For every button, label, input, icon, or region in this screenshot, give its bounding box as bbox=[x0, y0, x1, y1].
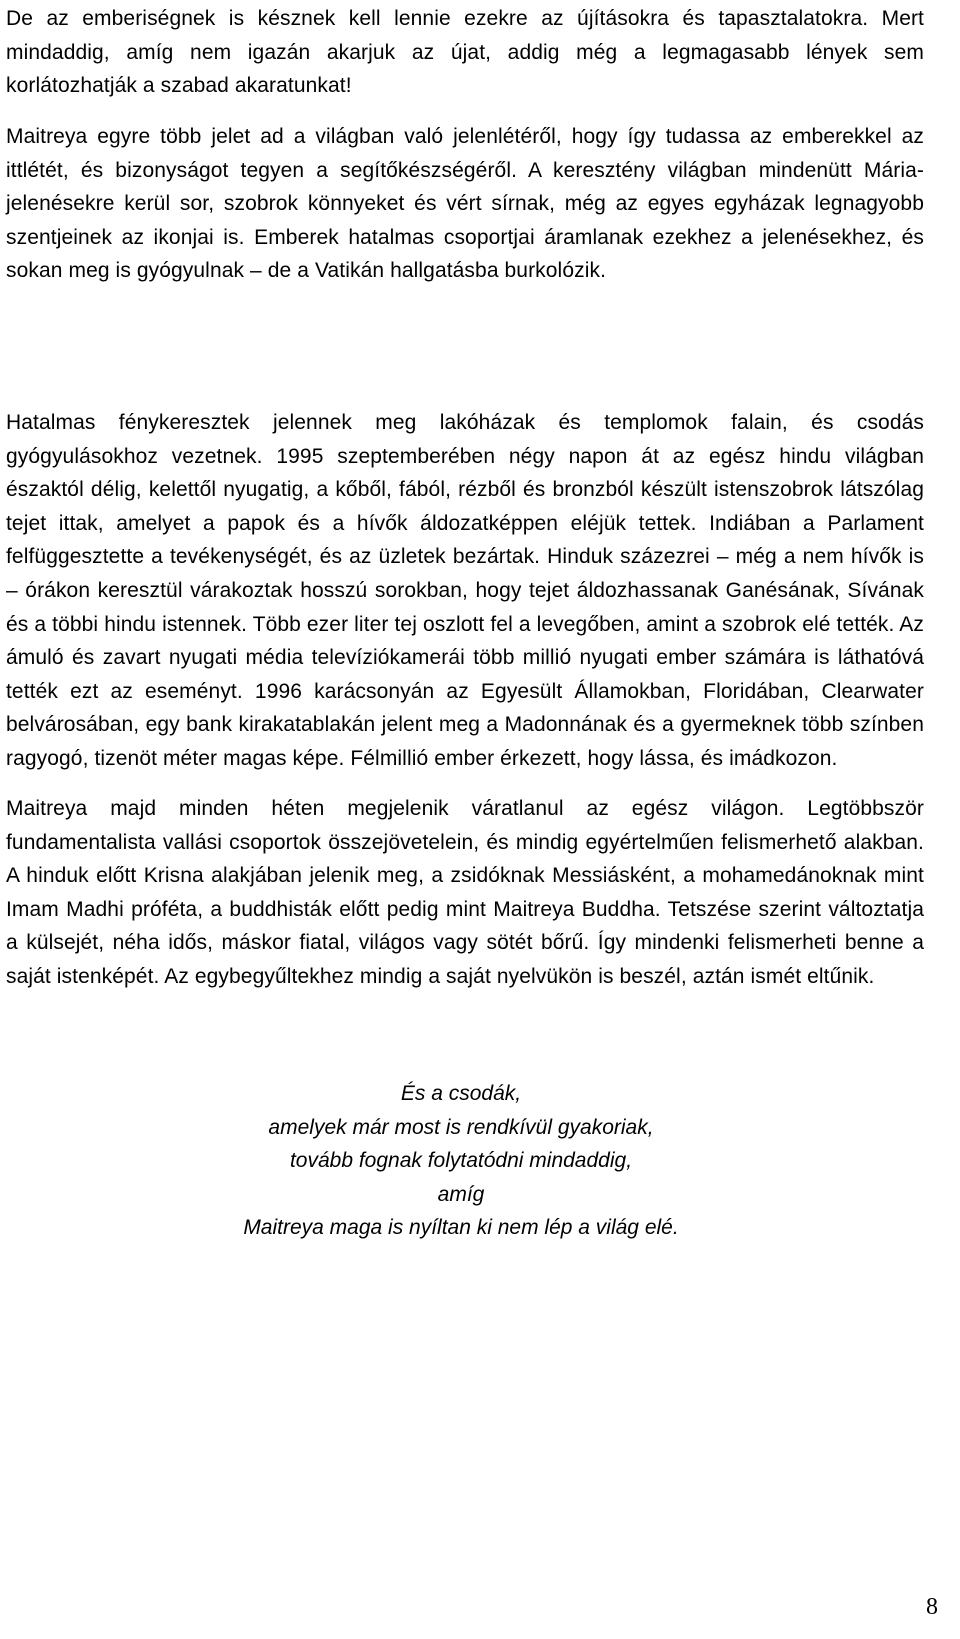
paragraph-3: Hatalmas fénykeresztek jelennek meg lakóházak és templomok falain, és csodás gyógyulásokhoz vezetnek. 1995 szeptemberében négy napon át az egész hindu világban északtól délig, kelettől nyugatig, a kőből, fából, rézből és bronzból készült istenszobrok látszólag tejet ittak, amelyet a papok és a hívők áldozatképpen eléjük tettek. Indiában a Parlament felfüggesztette a tevékenységét, és az üzletek bezártak. Hinduk százezrei – még a nem hívők is – órákon keresztül várakoztak hosszú sorokban, hogy tejet áldozhassanak Ganésának, Sívának és a többi hindu istennek. Több ezer liter tej oszlott fel a levegőben, amint a szobrok elé tették. Az ámuló és zavart nyugati média televíziókamerái több millió nyugati ember számára is láthatóvá tették ezt az eseményt. 1996 karácsonyán az Egyesült Államokban, Floridában, Clearwater belvárosában, egy bank kirakatablakán jelent meg a Madonnának és a gyermeknek több színben ragyogó, tizenöt méter magas képe. Félmillió ember érkezett, hogy lássa, és imádkozon. bbox=[6, 411, 924, 770]
poem-line-1: És a csodák, bbox=[400, 1082, 522, 1105]
closing-poem bbox=[6, 1077, 916, 1245]
paragraph-1: De az emberiségnek is késznek kell lennie ezekre az újításokra és tapasztalatokra. Mert mindaddig, amíg nem igazán akarjuk az újat, addig még a legmagasabb lények sem korlátozhatják a szabad akaratunkat! bbox=[6, 7, 924, 98]
paragraph-2: Maitreya egyre több jelet ad a világban való jelenlétéről, hogy így tudassa az emberekkel az ittlétét, és bizonyságot tegyen a segítőkészségéről. A keresztény világban mindenütt Mária-jelenésekre kerül sor, szobrok könnyeket és vért sírnak, még az egyes egyházak legnagyobb szentjeinek az ikonjai is. Emberek hatalmas csoportjai áramlanak ezekhez a jelenésekhez, és sokan meg is gyógyulnak – de a Vatikán hallgatásba burkolózik. bbox=[6, 125, 924, 283]
poem-line-2: amelyek már most is rendkívül gyakoriak, bbox=[268, 1115, 654, 1139]
poem-line-3: tovább fognak folytatódni mindaddig, bbox=[289, 1149, 633, 1173]
poem-line-5: Maitreya maga is nyíltan ki nem lép a világ elé. bbox=[243, 1216, 679, 1240]
page-number: 8 bbox=[926, 1594, 938, 1620]
paragraph-4: Maitreya majd minden héten megjelenik váratlanul az egész világon. Legtöbbször fundamentalista vallási csoportok összejövetelein, és mindig egyértelműen felismerhető alakban. A hinduk előtt Krisna alakjában jelenik meg, a zsidóknak Messiásként, a mohamedánoknak mint Imam Madhi próféta, a buddhisták előtt pedig mint Maitreya Buddha. Tetszése szerint változtatja a külsejét, néha idős, máskor fiatal, világos vagy sötét bőrű. Így mindenki felismerheti benne a saját istenképét. Az egybegyűltekhez mindig a saját nyelvükön is beszél, aztán ismét eltűnik. bbox=[6, 797, 924, 988]
poem-line-4: amíg bbox=[437, 1182, 485, 1206]
